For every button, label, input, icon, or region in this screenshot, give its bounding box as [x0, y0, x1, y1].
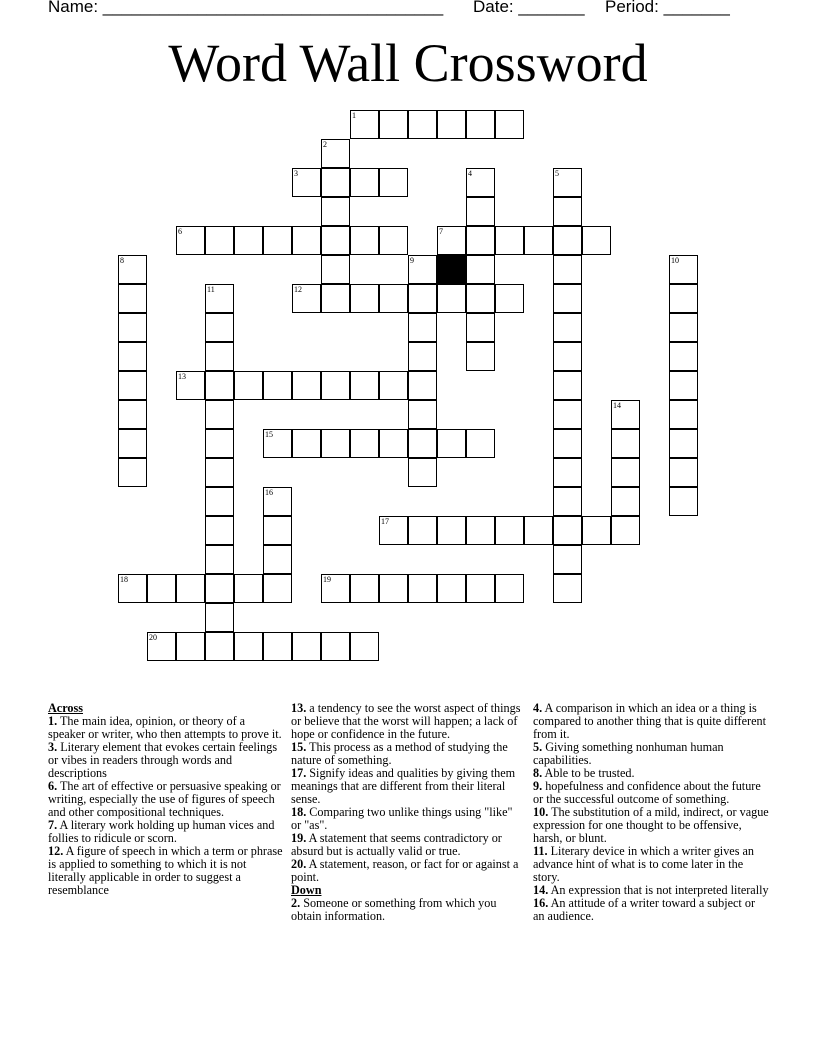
clue-num: 10. [533, 805, 549, 819]
down-clue [533, 806, 769, 845]
grid-cell[interactable] [234, 632, 263, 661]
grid-cell[interactable] [118, 313, 147, 342]
grid-cell[interactable] [350, 226, 379, 255]
down-clue [533, 702, 769, 741]
grid-cell[interactable] [205, 342, 234, 371]
grid-cell[interactable] [379, 284, 408, 313]
grid-cell[interactable] [205, 313, 234, 342]
grid-cell[interactable] [234, 226, 263, 255]
grid-cell[interactable] [205, 632, 234, 661]
grid-cell[interactable] [669, 400, 698, 429]
grid-cell[interactable] [292, 226, 321, 255]
grid-cell[interactable] [321, 168, 350, 197]
across-clue [291, 806, 521, 832]
down-clue [291, 897, 521, 923]
grid-cell[interactable] [466, 574, 495, 603]
clue-number: 20 [149, 633, 157, 642]
clue-number: 3 [294, 169, 298, 178]
grid-cell[interactable] [466, 284, 495, 313]
grid-cell[interactable] [611, 458, 640, 487]
clue-text: A statement, reason, or fact for or against a point. [291, 857, 519, 884]
grid-cell[interactable] [553, 487, 582, 516]
clue-num: 20. [291, 857, 307, 871]
grid-cell[interactable] [495, 284, 524, 313]
clue-number: 14 [613, 401, 621, 410]
grid-cell[interactable] [205, 603, 234, 632]
grid-cell[interactable] [350, 429, 379, 458]
across-clue [291, 741, 521, 767]
clue-num: 16. [533, 896, 549, 910]
grid-cell[interactable] [553, 284, 582, 313]
clue-num: 1. [48, 714, 58, 728]
clue-number: 5 [555, 169, 559, 178]
grid-cell[interactable] [118, 574, 147, 603]
clue-num: 13. [291, 701, 307, 715]
grid-cell[interactable] [118, 458, 147, 487]
grid-cell[interactable] [553, 313, 582, 342]
grid-cell[interactable] [524, 226, 553, 255]
grid-cell[interactable] [118, 255, 147, 284]
grid-cell[interactable] [205, 487, 234, 516]
period-field[interactable]: Period: _______ [605, 0, 730, 16]
grid-cell[interactable] [205, 400, 234, 429]
grid-cell[interactable] [466, 255, 495, 284]
grid-cell[interactable] [118, 342, 147, 371]
grid-cell[interactable] [118, 400, 147, 429]
grid-cell[interactable] [379, 371, 408, 400]
grid-cell[interactable] [437, 226, 466, 255]
clue-text: A figure of speech in which a term or phrase is applied to something to which it is not literally applicable in order to suggest a resemblance [48, 844, 283, 897]
grid-cell[interactable] [321, 574, 350, 603]
clue-num: 19. [291, 831, 307, 845]
grid-cell[interactable] [437, 429, 466, 458]
grid-cell[interactable] [437, 516, 466, 545]
clues-column-1 [48, 702, 284, 897]
grid-cell[interactable] [553, 574, 582, 603]
down-clue [533, 897, 769, 923]
grid-cell[interactable] [205, 371, 234, 400]
grid-cell[interactable] [263, 487, 292, 516]
across-clue [48, 845, 284, 897]
clue-text: Literary element that evokes certain feelings or vibes in readers through words and descriptions [48, 740, 278, 780]
grid-cell[interactable] [553, 516, 582, 545]
grid-cell[interactable] [321, 197, 350, 226]
clue-text: Comparing two unlike things using "like" or "as". [291, 805, 513, 832]
clue-number: 16 [265, 488, 273, 497]
grid-cell[interactable] [437, 284, 466, 313]
clue-text: The main idea, opinion, or theory of a speaker or writer, who then attempts to prove it. [48, 714, 282, 741]
grid-cell[interactable] [350, 371, 379, 400]
grid-cell[interactable] [263, 371, 292, 400]
grid-cell[interactable] [524, 516, 553, 545]
across-clue [291, 858, 521, 884]
grid-cell[interactable] [205, 429, 234, 458]
clue-text: An attitude of a writer toward a subject or an audience. [533, 896, 756, 923]
clue-text: The art of effective or persuasive speaking or writing, especially the use of figures of speech and other compositional techniques. [48, 779, 281, 819]
grid-cell[interactable] [263, 516, 292, 545]
clue-num: 3. [48, 740, 58, 754]
grid-cell[interactable] [263, 226, 292, 255]
grid-cell[interactable] [205, 284, 234, 313]
clue-num: 18. [291, 805, 307, 819]
grid-cell[interactable] [379, 226, 408, 255]
grid-cell[interactable] [553, 342, 582, 371]
clue-text: Giving something nonhuman human capabilities. [533, 740, 724, 767]
date-field[interactable]: Date: _______ [473, 0, 585, 16]
clue-number: 18 [120, 575, 128, 584]
page-title: Word Wall Crossword [168, 33, 648, 93]
down-heading: Down [291, 883, 322, 897]
grid-cell[interactable] [669, 487, 698, 516]
clue-number: 9 [410, 256, 414, 265]
grid-cell[interactable] [466, 342, 495, 371]
grid-cell[interactable] [437, 574, 466, 603]
grid-cell[interactable] [292, 429, 321, 458]
clue-num: 4. [533, 701, 543, 715]
grid-cell[interactable] [466, 429, 495, 458]
grid-cell[interactable] [379, 168, 408, 197]
across-clue [291, 832, 521, 858]
grid-cell[interactable] [495, 574, 524, 603]
grid-cell[interactable] [553, 545, 582, 574]
clue-text: An expression that is not interpreted literally [550, 883, 769, 897]
grid-cell[interactable] [263, 429, 292, 458]
grid-cell[interactable] [263, 574, 292, 603]
grid-cell[interactable] [669, 429, 698, 458]
grid-cell[interactable] [205, 574, 234, 603]
grid-cell[interactable] [379, 574, 408, 603]
grid-cell[interactable] [611, 400, 640, 429]
grid-cell[interactable] [466, 197, 495, 226]
grid-cell[interactable] [205, 545, 234, 574]
clues-column-3 [533, 702, 769, 923]
grid-cell[interactable] [321, 632, 350, 661]
clue-num: 5. [533, 740, 543, 754]
name-field[interactable]: Name: ____________________________________ [48, 0, 444, 16]
clue-number: 6 [178, 227, 182, 236]
clue-text: Someone or something from which you obtain information. [291, 896, 497, 923]
grid-cell[interactable] [321, 226, 350, 255]
clue-number: 15 [265, 430, 273, 439]
grid-cell[interactable] [176, 226, 205, 255]
grid-cell[interactable] [350, 110, 379, 139]
grid-cell[interactable] [205, 516, 234, 545]
clue-number: 13 [178, 372, 186, 381]
clues-column-2 [291, 702, 521, 923]
clue-num: 6. [48, 779, 58, 793]
grid-cell[interactable] [321, 371, 350, 400]
grid-cell[interactable] [118, 284, 147, 313]
grid-cell[interactable] [553, 226, 582, 255]
grid-cell[interactable] [205, 226, 234, 255]
clue-text: The substitution of a mild, indirect, or vague expression for one thought to be offensive, harsh, or blunt. [533, 805, 769, 845]
grid-cell[interactable] [379, 429, 408, 458]
grid-cell[interactable] [466, 516, 495, 545]
clue-number: 19 [323, 575, 331, 584]
grid-cell[interactable] [205, 458, 234, 487]
clue-number: 10 [671, 256, 679, 265]
clue-text: This process as a method of studying the nature of something. [291, 740, 508, 767]
grid-cell[interactable] [553, 458, 582, 487]
black-cell [437, 255, 466, 284]
grid-cell[interactable] [669, 371, 698, 400]
grid-cell[interactable] [582, 516, 611, 545]
grid-cell[interactable] [408, 429, 437, 458]
clue-number: 12 [294, 285, 302, 294]
grid-cell[interactable] [321, 139, 350, 168]
grid-cell[interactable] [466, 313, 495, 342]
clue-num: 14. [533, 883, 549, 897]
grid-cell[interactable] [321, 255, 350, 284]
clue-text: hopefulness and confidence about the future or the successful outcome of something. [533, 779, 761, 806]
grid-cell[interactable] [118, 371, 147, 400]
down-clue [533, 741, 769, 767]
grid-cell[interactable] [437, 110, 466, 139]
clue-num: 7. [48, 818, 58, 832]
grid-cell[interactable] [553, 197, 582, 226]
across-clue [291, 702, 521, 741]
clue-text: A statement that seems contradictory or absurd but is actually valid or true. [291, 831, 502, 858]
grid-cell[interactable] [582, 226, 611, 255]
grid-cell[interactable] [321, 284, 350, 313]
grid-cell[interactable] [611, 516, 640, 545]
clue-number: 7 [439, 227, 443, 236]
down-clue [533, 845, 769, 884]
grid-cell[interactable] [669, 255, 698, 284]
grid-cell[interactable] [495, 110, 524, 139]
grid-cell[interactable] [379, 516, 408, 545]
grid-cell[interactable] [669, 313, 698, 342]
grid-cell[interactable] [176, 632, 205, 661]
header [48, 0, 768, 21]
grid-cell[interactable] [234, 574, 263, 603]
grid-cell[interactable] [263, 632, 292, 661]
grid-cell[interactable] [292, 371, 321, 400]
clue-number: 11 [207, 285, 215, 294]
across-clue [48, 741, 284, 780]
grid-cell[interactable] [408, 255, 437, 284]
clue-number: 2 [323, 140, 327, 149]
grid-cell[interactable] [553, 429, 582, 458]
grid-cell[interactable] [350, 284, 379, 313]
clue-num: 15. [291, 740, 307, 754]
across-heading: Across [48, 701, 83, 715]
grid-cell[interactable] [292, 632, 321, 661]
clue-num: 2. [291, 896, 301, 910]
clue-number: 17 [381, 517, 389, 526]
across-clue [48, 780, 284, 819]
grid-cell[interactable] [176, 574, 205, 603]
grid-cell[interactable] [408, 516, 437, 545]
grid-cell[interactable] [292, 168, 321, 197]
grid-cell[interactable] [611, 487, 640, 516]
grid-cell[interactable] [350, 168, 379, 197]
grid-cell[interactable] [350, 574, 379, 603]
grid-cell[interactable] [147, 632, 176, 661]
grid-cell[interactable] [495, 226, 524, 255]
grid-cell[interactable] [408, 284, 437, 313]
grid-cell[interactable] [263, 545, 292, 574]
grid-cell[interactable] [350, 632, 379, 661]
across-clue [291, 767, 521, 806]
grid-cell[interactable] [292, 284, 321, 313]
grid-cell[interactable] [408, 458, 437, 487]
grid-cell[interactable] [466, 110, 495, 139]
grid-cell[interactable] [408, 110, 437, 139]
clue-number: 8 [120, 256, 124, 265]
grid-cell[interactable] [379, 110, 408, 139]
across-clue [48, 715, 284, 741]
grid-cell[interactable] [669, 342, 698, 371]
grid-cell[interactable] [669, 458, 698, 487]
grid-cell[interactable] [553, 400, 582, 429]
down-clue [533, 780, 769, 806]
grid-cell[interactable] [118, 429, 147, 458]
grid-cell[interactable] [466, 168, 495, 197]
across-clue [48, 819, 284, 845]
clue-text: a tendency to see the worst aspect of things or believe that the worst will happen; a lack of hope or confidence in the future. [291, 701, 521, 741]
grid-cell[interactable] [553, 168, 582, 197]
clue-text: Literary device in which a writer gives an advance hint of what is to come later in the story. [533, 844, 754, 884]
grid-cell[interactable] [408, 574, 437, 603]
clue-num: 11. [533, 844, 548, 858]
grid-cell[interactable] [408, 400, 437, 429]
clue-text: A comparison in which an idea or a thing is compared to another thing that is quite different from it. [533, 701, 766, 741]
grid-cell[interactable] [147, 574, 176, 603]
clue-text: Able to be trusted. [544, 766, 635, 780]
grid-cell[interactable] [234, 371, 263, 400]
grid-cell[interactable] [611, 429, 640, 458]
clue-num: 9. [533, 779, 543, 793]
grid-cell[interactable] [669, 284, 698, 313]
clue-num: 17. [291, 766, 307, 780]
grid-cell[interactable] [466, 226, 495, 255]
grid-cell[interactable] [321, 429, 350, 458]
grid-cell[interactable] [495, 516, 524, 545]
grid-cell[interactable] [408, 313, 437, 342]
grid-cell[interactable] [553, 255, 582, 284]
clue-text: A literary work holding up human vices and follies to ridicule or scorn. [48, 818, 275, 845]
clue-number: 1 [352, 111, 356, 120]
grid-cell[interactable] [553, 371, 582, 400]
clue-num: 8. [533, 766, 543, 780]
clue-text: Signify ideas and qualities by giving them meanings that are different from their literal sense. [291, 766, 516, 806]
grid-cell[interactable] [408, 342, 437, 371]
clue-num: 12. [48, 844, 64, 858]
grid-cell[interactable] [408, 371, 437, 400]
clue-number: 4 [468, 169, 472, 178]
grid-cell[interactable] [176, 371, 205, 400]
